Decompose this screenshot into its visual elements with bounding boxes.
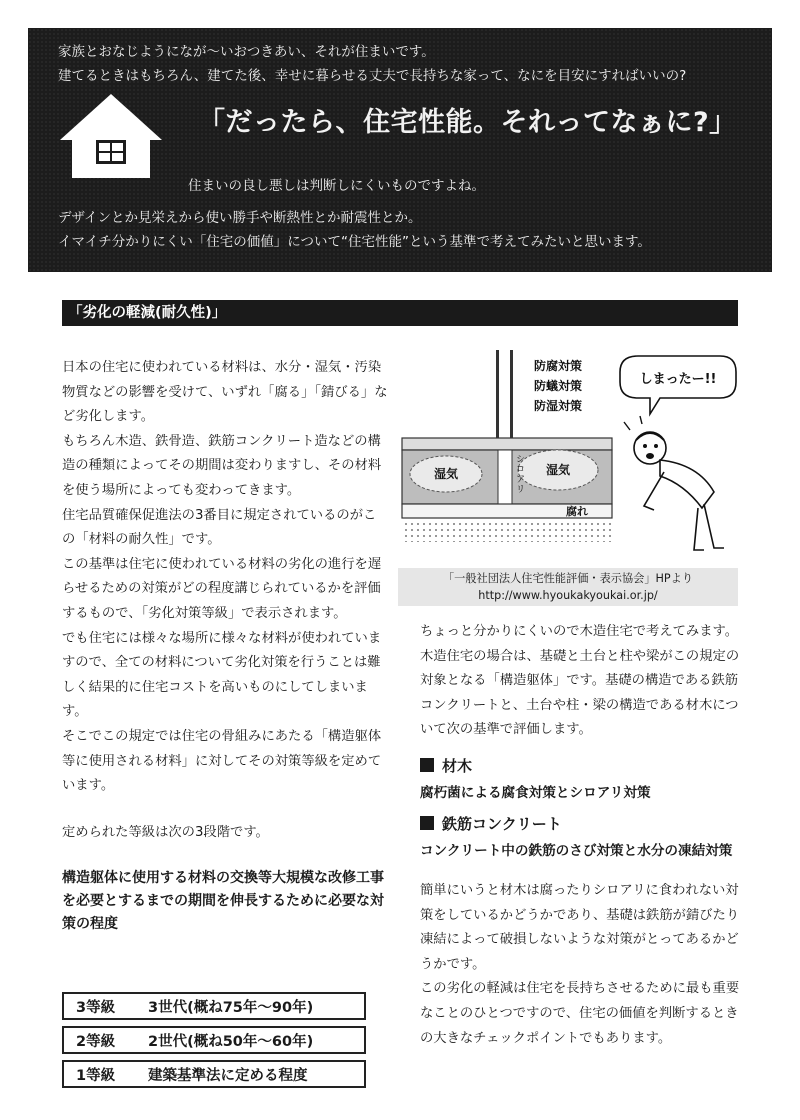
grade-level: 3等級 — [76, 999, 116, 1016]
banner-line-2: 建てるときはもちろん、建てた後、幸せに暮らせる丈夫で長持ちな家って、なにを目安にすればいいの? — [58, 68, 687, 84]
grade-list — [62, 992, 366, 1094]
caption-url: http://www.hyoukakyoukai.or.jp/ — [478, 589, 658, 602]
wood-heading — [420, 755, 750, 776]
bullet-square-icon — [420, 816, 434, 830]
paragraph: 住宅品質確保促進法の3番目に規定されているのがこの「材料の耐久性」です。 — [62, 507, 377, 548]
paragraph: そこでこの規定では住宅の骨組みにあたる「構造躯体等に使用される材料」に対してその対策等級を定めています。 — [62, 728, 382, 794]
concrete-title: 鉄筋コンクリート — [442, 814, 562, 833]
surprised-person-icon — [624, 416, 724, 550]
paragraph: もちろん木造、鉄骨造、鉄筋コンクリート造などの構造の種類によってその期間は変わりますし、その材料を使う場所によっても変わってきます。 — [62, 433, 382, 498]
concrete-heading — [420, 813, 750, 834]
levels-lead: 構造躯体に使用する材料の交換等大規模な改修工事を必要とするまでの期間を伸長するために必要な対策の程度 — [62, 870, 384, 933]
left-column — [62, 356, 388, 936]
grade-desc: 2世代(概ね50年〜60年) — [148, 1033, 314, 1050]
label-antimoisture: 防湿対策 — [534, 399, 583, 413]
levels-intro: 定められた等級は次の3段階です。 — [62, 824, 269, 840]
label-antirot: 防腐対策 — [534, 359, 583, 373]
paragraph: 日本の住宅に使われている材料は、水分・湿気・汚染物質などの影響を受けて、いずれ「腐る」「錆びる」など劣化します。 — [62, 360, 388, 425]
termite-char: シ — [516, 455, 526, 465]
banner-line-5: イマイチ分かりにくい「住宅の価値」について“住宅性能”という基準で考えてみたいと思います。 — [58, 234, 651, 250]
right-paragraph: この劣化の軽減は住宅を長持ちさせるために最も重要なことのひとつですので、住宅の価値を判断するときの大きなチェックポイントでもあります。 — [420, 981, 740, 1046]
wood-title: 材木 — [442, 756, 473, 775]
paragraph: この基準は住宅に使われている材料の劣化の進行を遅らせるための対策がどの程度講じられているかを評価するもので、「劣化対策等級」で表示されます。 — [62, 556, 382, 621]
grade-desc: 建築基準法に定める程度 — [148, 1067, 308, 1084]
right-column — [420, 620, 750, 1051]
termite-label — [516, 455, 525, 495]
right-intro: ちょっと分かりにくいので木造住宅で考えてみます。木造住宅の場合は、基礎と土台と柱や梁がこの規定の対象となる「構造躯体」です。基礎の構造である鉄筋コンクリートと、土台や柱・梁の構造である材木について次の基準で評価します。 — [420, 624, 740, 738]
termite-char: ロ — [516, 465, 526, 475]
wood-desc: 腐朽菌による腐食対策とシロアリ対策 — [420, 784, 651, 801]
section-title: 「劣化の軽減(耐久性)」 — [62, 300, 738, 326]
grade-row — [62, 1026, 366, 1054]
grade-level: 2等級 — [76, 1033, 116, 1050]
label-antitermite: 防蟻対策 — [534, 379, 583, 393]
moisture-label-right: 湿気 — [545, 463, 571, 477]
banner-line-1: 家族とおなじようになが〜いおつきあい、それが住まいです。 — [58, 44, 435, 60]
speech-text: しまったー!! — [639, 372, 717, 387]
grade-row — [62, 1060, 366, 1088]
concrete-desc: コンクリート中の鉄筋のさび対策と水分の凍結対策 — [420, 842, 733, 859]
grade-level: 1等級 — [76, 1067, 116, 1084]
grade-desc: 3世代(概ね75年〜90年) — [148, 999, 314, 1016]
banner-line-4: デザインとか見栄えから使い勝手や断熱性とか耐震性とか。 — [58, 210, 422, 226]
bullet-square-icon — [420, 758, 434, 772]
rot-label: 腐れ — [566, 505, 588, 518]
termite-char: リ — [516, 485, 526, 495]
banner-headline: 「だったら、住宅性能。それってなぁに?」 — [198, 107, 737, 138]
intro-banner — [28, 28, 772, 272]
banner-subline: 住まいの良し悪しは判断しにくいものですよね。 — [188, 178, 485, 194]
right-paragraph: 簡単にいうと材木は腐ったりシロアリに食われない対策をしているかどうかであり、基礎は鉄筋が錆びたり凍結によって破損しないような対策がとってあるかどうかです。 — [420, 882, 740, 972]
foundation-illustration — [398, 342, 738, 606]
paragraph: でも住宅には様々な場所に様々な材料が使われていますので、全ての材料について劣化対策を行うことは難しく結果的に住宅コストを高いものにしてしまいます。 — [62, 630, 382, 720]
grade-row — [62, 992, 366, 1020]
house-icon — [56, 90, 166, 182]
illustration-caption — [398, 568, 738, 606]
termite-char: ア — [516, 475, 526, 485]
caption-source: 「一般社団法人住宅性能評価・表示協会」HPより — [442, 572, 694, 585]
moisture-label-left: 湿気 — [433, 467, 459, 481]
